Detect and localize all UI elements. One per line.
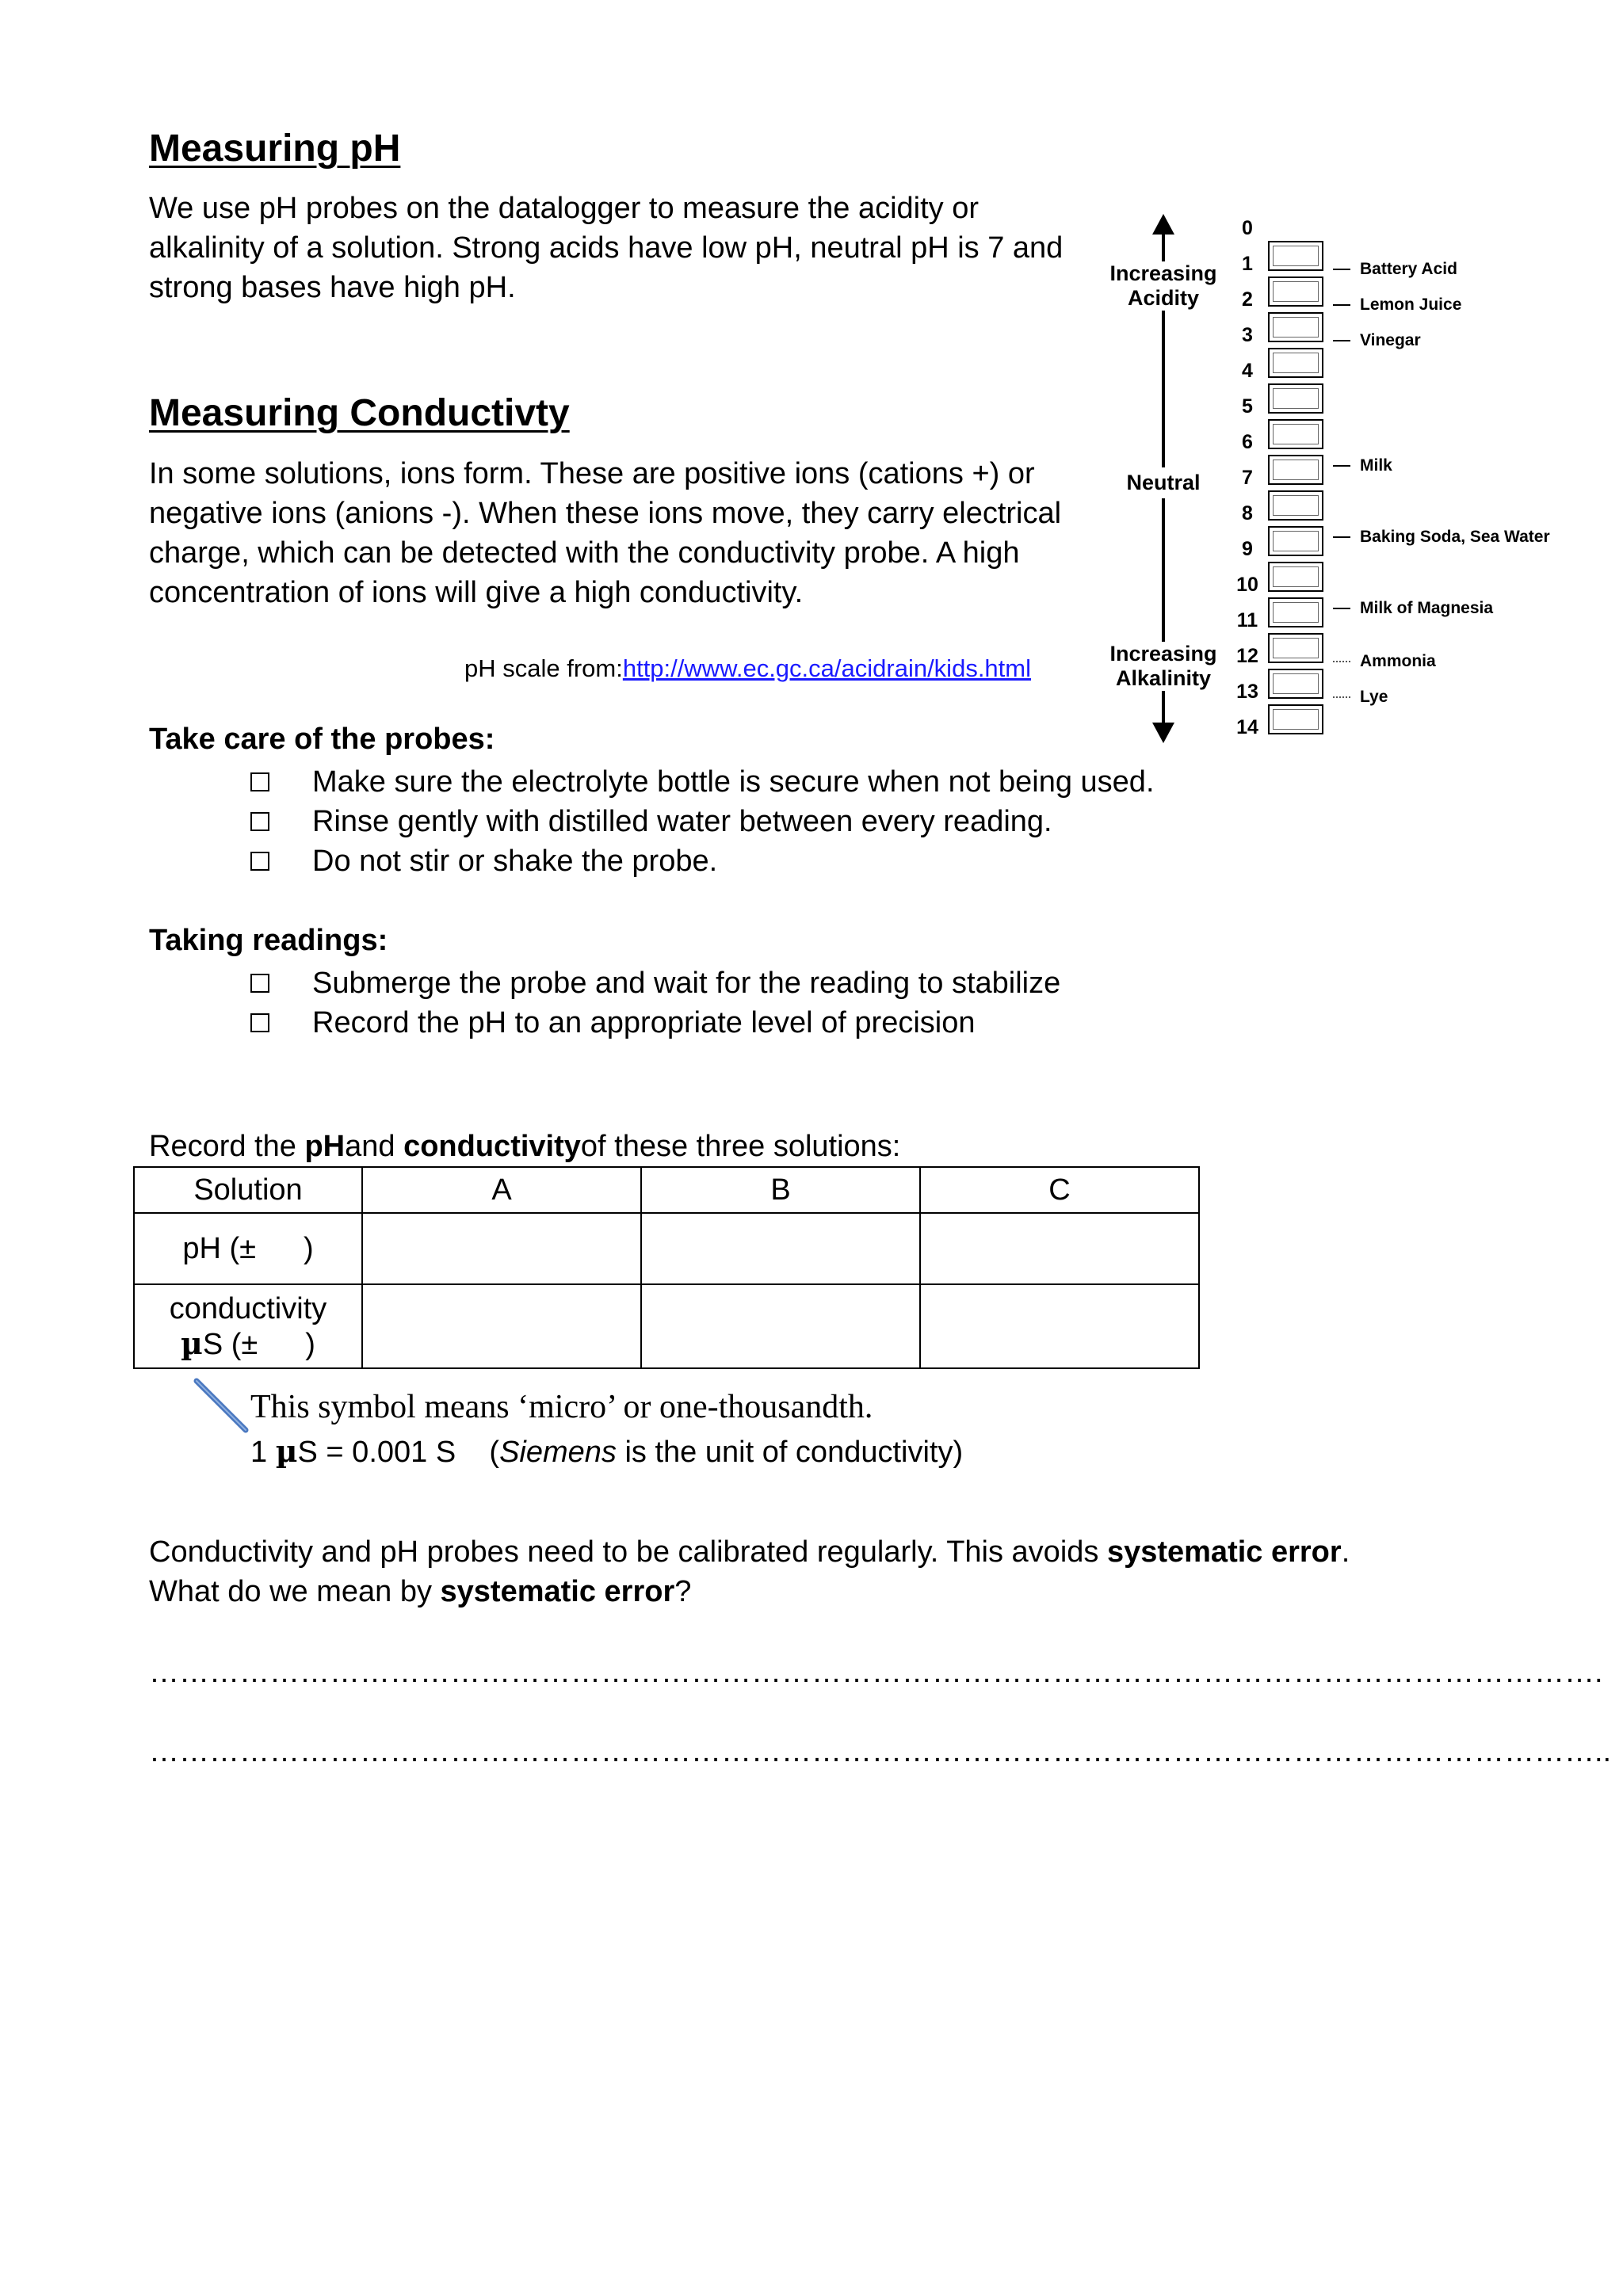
header-b: B bbox=[641, 1167, 920, 1213]
calibration-question: What do we mean by systematic error? bbox=[149, 1575, 692, 1608]
ph-scale-source bbox=[464, 654, 1031, 683]
conductivity-paragraph: In some solutions, ions form. These are positive ions (cations +) or negative ions (anions -). When these ions move, they carry electrical charge, which can be detected with the conductivity probe. A high concentration of ions will give a high conductivity. bbox=[149, 457, 1062, 609]
scale-box bbox=[1268, 526, 1323, 556]
micro-note: This symbol means ‘micro’ or one-thousandth. bbox=[250, 1389, 873, 1425]
scale-tick bbox=[1333, 536, 1350, 538]
record-ph: pH bbox=[304, 1130, 346, 1163]
record-instruction bbox=[149, 1127, 900, 1166]
scale-substance bbox=[1333, 598, 1493, 619]
scale-substance bbox=[1333, 330, 1421, 351]
scale-box bbox=[1268, 669, 1323, 699]
ph-scale-diagram bbox=[1094, 206, 1569, 761]
scale-box bbox=[1268, 562, 1323, 592]
record-suffix: of these three solutions: bbox=[580, 1130, 901, 1163]
row-label-conductivity: conductivity µS (± ) bbox=[134, 1284, 362, 1368]
scale-number: 8 bbox=[1242, 502, 1253, 524]
scale-number: 1 bbox=[1242, 253, 1253, 275]
scale-number: 9 bbox=[1242, 538, 1253, 560]
scale-substance bbox=[1333, 527, 1550, 547]
substance-label: Lemon Juice bbox=[1360, 296, 1462, 314]
scale-substance bbox=[1333, 687, 1388, 707]
scale-tick bbox=[1333, 661, 1350, 662]
table-row-conductivity bbox=[134, 1284, 1199, 1368]
readings-item-label: Submerge the probe and wait for the reading to stabilize bbox=[312, 967, 1061, 1000]
micro-definition: 1 µS = 0.001 S (Siemens is the unit of conductivity) bbox=[250, 1433, 964, 1469]
scale-box bbox=[1268, 455, 1323, 485]
neutral-label: Neutral bbox=[1116, 467, 1211, 498]
scale-box bbox=[1268, 277, 1323, 307]
arrow-down-icon bbox=[1152, 723, 1174, 743]
conductivity-heading: Measuring Conductivty bbox=[149, 392, 570, 434]
checkbox-icon[interactable] bbox=[250, 772, 269, 791]
record-middle: and bbox=[345, 1130, 404, 1163]
cell-cond-c[interactable] bbox=[920, 1284, 1199, 1368]
table-header-row bbox=[134, 1167, 1199, 1213]
substance-label: Ammonia bbox=[1360, 652, 1436, 670]
care-item-label: Do not stir or shake the probe. bbox=[312, 845, 718, 878]
care-item-label: Rinse gently with distilled water between every reading. bbox=[312, 805, 1052, 838]
readings-heading: Taking readings: bbox=[149, 924, 388, 957]
scale-tick bbox=[1333, 608, 1350, 609]
readings-item-label: Record the pH to an appropriate level of precision bbox=[312, 1006, 976, 1039]
care-item-label: Make sure the electrolyte bottle is secure when not being used. bbox=[312, 765, 1155, 799]
scale-number: 7 bbox=[1242, 467, 1253, 489]
scale-box bbox=[1268, 490, 1323, 521]
increasing-acidity-label: Increasing Acidity bbox=[1100, 261, 1227, 311]
record-conductivity: conductivity bbox=[403, 1130, 581, 1163]
scale-box bbox=[1268, 383, 1323, 414]
answer-line[interactable]: ………………………………………………………………………………………………………………………………. bbox=[149, 1656, 1603, 1689]
scale-box bbox=[1268, 597, 1323, 627]
scale-number: 13 bbox=[1236, 681, 1258, 703]
scale-box bbox=[1268, 348, 1323, 378]
row-label-ph: pH (± ) bbox=[134, 1213, 362, 1284]
scale-number: 10 bbox=[1236, 574, 1258, 596]
scale-tick bbox=[1333, 696, 1350, 698]
header-c: C bbox=[920, 1167, 1199, 1213]
scale-box bbox=[1268, 419, 1323, 449]
scale-number: 6 bbox=[1242, 431, 1253, 453]
increasing-alkalinity-label: Increasing Alkalinity bbox=[1100, 642, 1227, 691]
arrow-up-icon bbox=[1152, 214, 1174, 235]
scale-box bbox=[1268, 704, 1323, 734]
scale-tick bbox=[1333, 304, 1350, 306]
substance-label: Milk bbox=[1360, 456, 1392, 475]
scale-number: 4 bbox=[1242, 360, 1253, 382]
cell-ph-a[interactable] bbox=[362, 1213, 641, 1284]
ph-paragraph: We use pH probes on the datalogger to measure the acidity or alkalinity of a solution. Strong acids have low pH, neutral pH is 7 and strong bases have high pH. bbox=[149, 192, 1064, 304]
cell-ph-b[interactable] bbox=[641, 1213, 920, 1284]
source-prefix: pH scale from: bbox=[464, 654, 623, 682]
scale-number: 5 bbox=[1242, 395, 1253, 418]
header-a: A bbox=[362, 1167, 641, 1213]
scale-tick bbox=[1333, 340, 1350, 341]
cell-cond-a[interactable] bbox=[362, 1284, 641, 1368]
scale-number: 12 bbox=[1236, 645, 1258, 667]
scale-box bbox=[1268, 312, 1323, 342]
scale-box bbox=[1268, 633, 1323, 663]
substance-label: Baking Soda, Sea Water bbox=[1360, 527, 1550, 546]
substance-label: Milk of Magnesia bbox=[1360, 598, 1494, 617]
scale-number: 14 bbox=[1236, 716, 1258, 738]
header-solution: Solution bbox=[134, 1167, 362, 1213]
record-prefix: Record the bbox=[149, 1130, 305, 1163]
ph-heading: Measuring pH bbox=[149, 128, 401, 170]
substance-label: Lye bbox=[1360, 688, 1388, 706]
checkbox-icon[interactable] bbox=[250, 852, 269, 871]
substance-label: Battery Acid bbox=[1360, 260, 1457, 278]
source-link[interactable]: http://www.ec.gc.ca/acidrain/kids.html bbox=[622, 654, 1031, 682]
checkbox-icon[interactable] bbox=[250, 812, 269, 831]
scale-number: 3 bbox=[1242, 324, 1253, 346]
checkbox-icon[interactable] bbox=[250, 974, 269, 993]
answer-line[interactable]: ……………………………………………………………………………………………………………………………….. bbox=[149, 1735, 1612, 1768]
scale-substance bbox=[1333, 456, 1392, 476]
pointer-arrow-icon bbox=[190, 1375, 254, 1438]
scale-substance bbox=[1333, 259, 1457, 280]
cell-cond-b[interactable] bbox=[641, 1284, 920, 1368]
scale-number: 2 bbox=[1242, 288, 1253, 311]
scale-number: 11 bbox=[1236, 609, 1258, 631]
calibration-text: Conductivity and pH probes need to be calibrated regularly. This avoids systematic error. bbox=[149, 1535, 1350, 1569]
scale-substance bbox=[1333, 651, 1436, 672]
table-row-ph bbox=[134, 1213, 1199, 1284]
substance-label: Vinegar bbox=[1360, 331, 1421, 349]
scale-tick bbox=[1333, 465, 1350, 467]
scale-tick bbox=[1333, 269, 1350, 270]
scale-substance bbox=[1333, 295, 1461, 315]
results-table bbox=[133, 1166, 1200, 1369]
scale-number: 0 bbox=[1242, 217, 1253, 239]
scale-box bbox=[1268, 241, 1323, 271]
checkbox-icon[interactable] bbox=[250, 1013, 269, 1032]
cell-ph-c[interactable] bbox=[920, 1213, 1199, 1284]
care-heading: Take care of the probes: bbox=[149, 723, 495, 756]
